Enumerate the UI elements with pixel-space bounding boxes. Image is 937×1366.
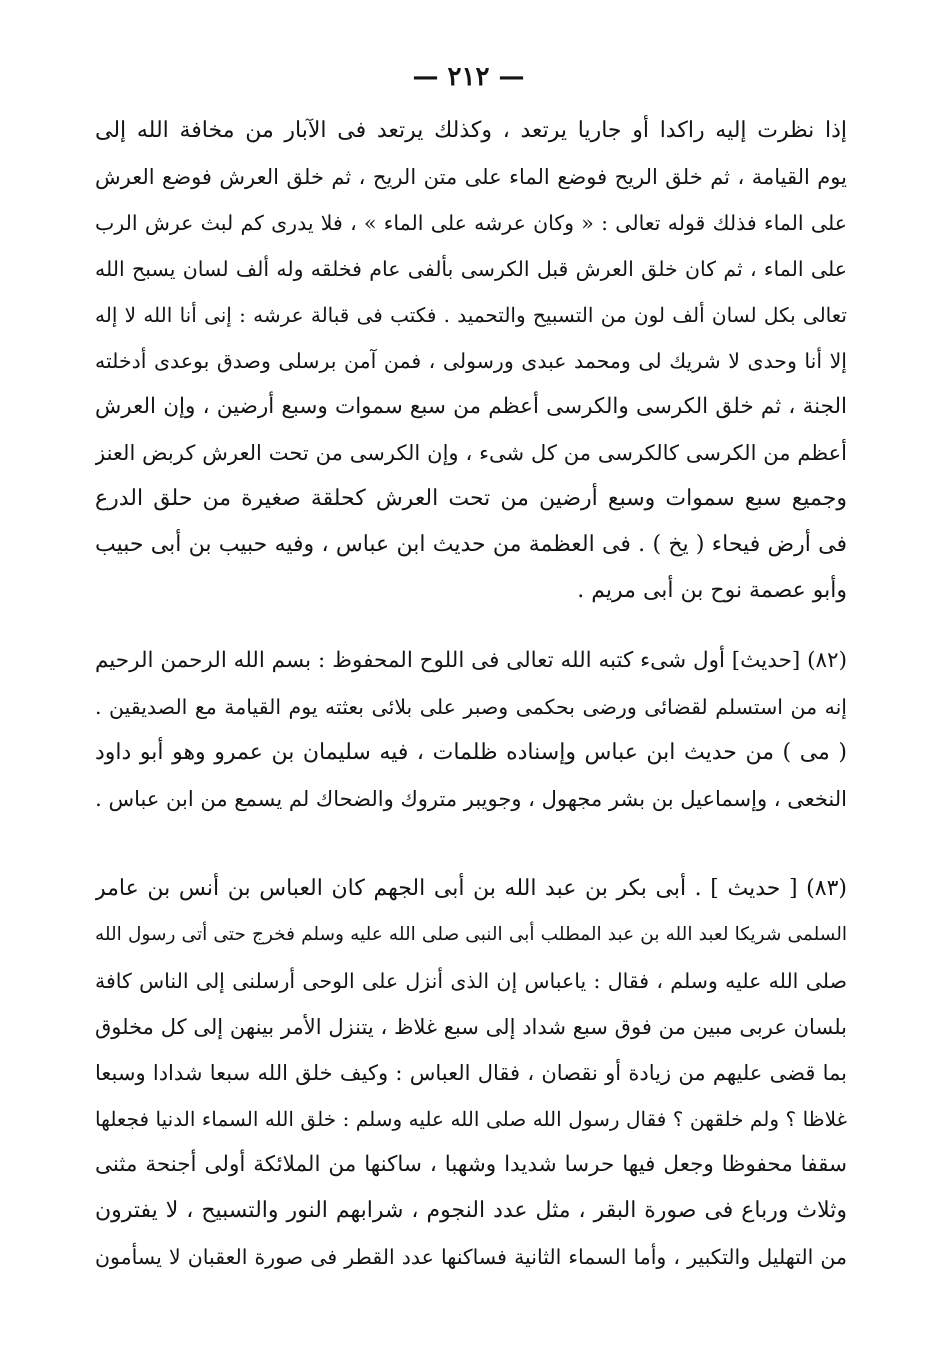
paragraph-3 <box>95 866 847 1280</box>
text-line: وجميع سبع سموات وسبع أرضين من تحت العرش كحلقة صغيرة من حلق الدرع <box>95 486 847 511</box>
text-line: غلاظا ؟ ولم خلقهن ؟ فقال رسول الله صلى الله عليه وسلم : خلق الله السماء الدنيا فجعلها <box>95 1107 847 1131</box>
text-line: صلى الله عليه وسلم ، فقال : ياعباس إن الذى أنزل على الوحى أرسلنى إلى الناس كافة <box>95 969 847 993</box>
text-line: (٨٢) [حديث] أول شىء كتبه الله تعالى فى اللوح المحفوظ : بسم الله الرحمن الرحيم <box>95 648 847 673</box>
paragraph-1 <box>95 108 847 614</box>
paragraph-2 <box>95 638 847 822</box>
text-line: على الماء فذلك قوله تعالى : « وكان عرشه على الماء » ، فلا يدرى كم لبث عرش الرب <box>95 211 847 235</box>
text-line: فى أرض فيحاء ( يخ ) . فى العظمة من حديث ابن عباس ، وفيه حبيب بن أبى حبيب <box>95 532 847 557</box>
text-line: الجنة ، ثم خلق الكرسى والكرسى أعظم من سبع سموات وسبع أرضين ، وإن العرش <box>95 394 847 419</box>
text-line: إذا نظرت إليه راكدا أو جاريا يرتعد ، وكذلك يرتعد فى الآبار من مخافة الله إلى <box>95 118 847 143</box>
text-line: سقفا محفوظا وجعل فيها حرسا شديدا وشهبا ، ساكنها من الملائكة أولى أجنحة مثنى <box>95 1152 847 1177</box>
text-line: ( مى ) من حديث ابن عباس وإسناده ظلمات ، فيه سليمان بن عمرو وهو أبو داود <box>95 740 847 765</box>
text-line: النخعى ، وإسماعيل بن بشر مجهول ، وجويبر متروك والضحاك لم يسمع من ابن عباس . <box>95 787 847 811</box>
text-line: يوم القيامة ، ثم خلق الريح فوضع الماء على متن الريح ، ثم خلق العرش فوضع العرش <box>95 165 847 189</box>
text-line: إنه من استسلم لقضائى ورضى بحكمى وصبر على بلائى بعثته يوم القيامة مع الصديقين . <box>95 695 847 719</box>
text-line: من التهليل والتكبير ، وأما السماء الثانية فساكنها عدد القطر فى صورة العقبان لا يسأمون <box>95 1245 847 1269</box>
text-line: تعالى بكل لسان ألف لون من التسبيح والتحميد . فكتب فى قبالة عرشه : إنى أنا الله لا إله <box>95 303 847 327</box>
text-line: أعظم من الكرسى كالكرسى من كل شىء ، وإن الكرسى من تحت العرش كربض العنز <box>95 441 847 465</box>
text-line: وأبو عصمة نوح بن أبى مريم . <box>577 578 847 603</box>
text-line: على الماء ، ثم كان خلق العرش قبل الكرسى بألفى عام فخلقه وله ألف لسان يسبح الله <box>95 257 847 281</box>
text-line: بلسان عربى مبين من فوق سبع شداد إلى سبع غلاظ ، يتنزل الأمر بينهن إلى كل مخلوق <box>95 1015 847 1039</box>
text-line: بما قضى عليهم من زيادة أو نقصان ، فقال العباس : وكيف خلق الله سبعا شدادا وسبعا <box>95 1061 847 1085</box>
text-line: وثلاث ورباع فى صورة البقر ، مثل عدد النجوم ، شرابهم النور والتسبيح ، لا يفترون <box>95 1198 847 1223</box>
text-line: إلا أنا وحدى لا شريك لى ومحمد عبدى ورسولى ، فمن آمن برسلى وصدق بوعدى أدخلته <box>95 349 847 373</box>
text-line: السلمى شريكا لعبد الله بن عبد المطلب أبى النبى صلى الله عليه وسلم فخرج حتى أتى رسول الله <box>95 924 847 945</box>
text-line: (٨٣) [ حديث ] . أبى بكر بن عبد الله بن أبى الجهم كان العباس بن أنس بن عامر <box>95 876 847 901</box>
page-number: — ٢١٢ — <box>412 62 525 92</box>
